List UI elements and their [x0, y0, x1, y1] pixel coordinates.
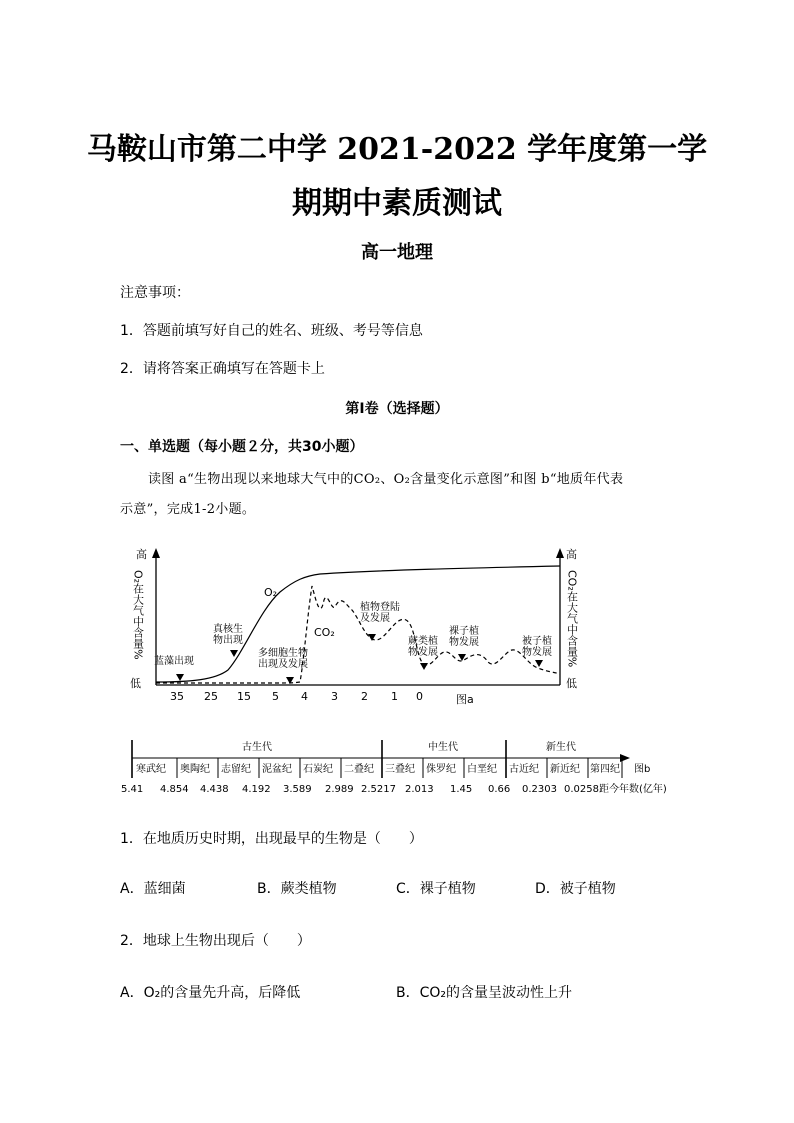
age-label: 1.45 [450, 784, 473, 795]
era-label: 中生代 [428, 742, 458, 753]
x-tick: 3 [331, 690, 338, 703]
age-label: 0.0258距今年数(亿年) [564, 784, 667, 795]
question-1-option-b: B．蕨类植物 [257, 881, 337, 897]
left-axis-label: O₂在大气中含量% [131, 570, 145, 660]
marker-ferns [420, 663, 428, 670]
question-1-stem: 1．在地质历史时期，出现最早的生物是（ ） [120, 831, 423, 847]
period-label: 泥盆纪 [262, 764, 292, 775]
age-label: 4.192 [242, 784, 271, 795]
x-tick: 2 [361, 690, 368, 703]
question-1-option-c: C．裸子植物 [396, 881, 476, 897]
part-heading: 一、单选题（每小题２分，共30小题） [120, 439, 364, 455]
age-label: 4.854 [160, 784, 189, 795]
x-tick: 25 [204, 690, 218, 703]
annotation-multicellular: 多细胞生物出现及发展 [258, 648, 308, 670]
question-1-option-d: D．被子植物 [535, 881, 616, 897]
left-axis-arrow [152, 548, 160, 558]
age-label: 2.5217 [361, 784, 396, 795]
co2-curve-label: CO₂ [314, 626, 335, 639]
exam-title-line1: 马鞍山市第二中学 2021-2022 学年度第一学 [86, 132, 708, 167]
age-label: 0.2303 [522, 784, 557, 795]
notes-item-2: 2．请将答案正确填写在答题卡上 [120, 361, 325, 377]
volume-heading: 第Ⅰ卷（选择题） [345, 401, 449, 417]
right-axis-low: 低 [566, 677, 577, 690]
right-axis-high: 高 [566, 548, 577, 561]
left-axis-low: 低 [130, 677, 141, 690]
age-label: 3.589 [283, 784, 312, 795]
period-label: 白垩纪 [467, 764, 497, 775]
notes-item-1: 1．答题前填写好自己的姓名、班级、考号等信息 [120, 323, 423, 339]
annotation-eukaryote: 真核生物出现 [213, 624, 243, 646]
marker-eukaryote [230, 650, 238, 657]
marker-angiosperms [535, 660, 543, 667]
left-axis-high: 高 [136, 548, 147, 561]
period-label: 新近纪 [550, 764, 580, 775]
notes-heading: 注意事项： [120, 285, 190, 301]
annotation-gymnosperms: 裸子植物发展 [449, 626, 479, 648]
period-label: 古近纪 [509, 764, 539, 775]
annotation-angiosperms: 被子植物发展 [522, 636, 552, 658]
period-label: 石炭纪 [303, 764, 333, 775]
period-label: 二叠纪 [344, 764, 374, 775]
question-2-stem: 2．地球上生物出现后（ ） [120, 933, 311, 949]
figure-b-caption: 图b [634, 764, 651, 775]
question-1-option-a: A．蓝细菌 [120, 881, 186, 897]
period-label: 寒武纪 [136, 764, 166, 775]
annotation-cyanobacteria: 蓝藻出现 [154, 656, 194, 667]
exam-title-line2: 期期中素质测试 [292, 186, 502, 221]
o2-curve-label: O₂ [264, 586, 278, 599]
question-2-option-b: B．CO₂的含量呈波动性上升 [396, 985, 573, 1001]
period-label: 志留纪 [221, 764, 251, 775]
figure-b [118, 736, 678, 800]
period-label: 奥陶纪 [180, 764, 210, 775]
intro-line-1: 读图 a“生物出现以来地球大气中的CO₂、O₂含量变化示意图”和图 b“地质年代表 [148, 472, 624, 487]
marker-gymnosperms [458, 654, 466, 661]
period-label: 侏罗纪 [426, 764, 456, 775]
age-label: 2.989 [325, 784, 354, 795]
x-tick: 1 [391, 690, 398, 703]
period-label: 第四纪 [590, 764, 620, 775]
x-tick: 0 [416, 690, 423, 703]
right-axis-arrow [556, 548, 564, 558]
annotation-ferns: 蕨类植物发展 [408, 636, 438, 658]
intro-text [120, 465, 680, 525]
age-label: 4.438 [200, 784, 229, 795]
figure-a-caption: 图a [456, 693, 474, 706]
intro-line-2: 示意”，完成1-2小题。 [120, 502, 256, 517]
era-label: 古生代 [242, 742, 272, 753]
figure-a [120, 540, 590, 710]
period-label: 三叠纪 [385, 764, 415, 775]
marker-cyanobacteria [176, 674, 184, 681]
exam-subject: 高一地理 [361, 242, 433, 263]
age-label: 2.013 [405, 784, 434, 795]
x-tick: 5 [272, 690, 279, 703]
age-label: 5.41 [121, 784, 144, 795]
x-tick: 4 [301, 690, 308, 703]
x-tick: 15 [237, 690, 251, 703]
right-axis-label: CO₂在大气中含量% [565, 570, 579, 668]
age-label: 0.66 [488, 784, 511, 795]
question-2-option-a: A．O₂的含量先升高，后降低 [120, 985, 301, 1001]
era-label: 新生代 [546, 742, 576, 753]
annotation-land-plants: 植物登陆及发展 [360, 602, 400, 624]
x-tick: 35 [170, 690, 184, 703]
